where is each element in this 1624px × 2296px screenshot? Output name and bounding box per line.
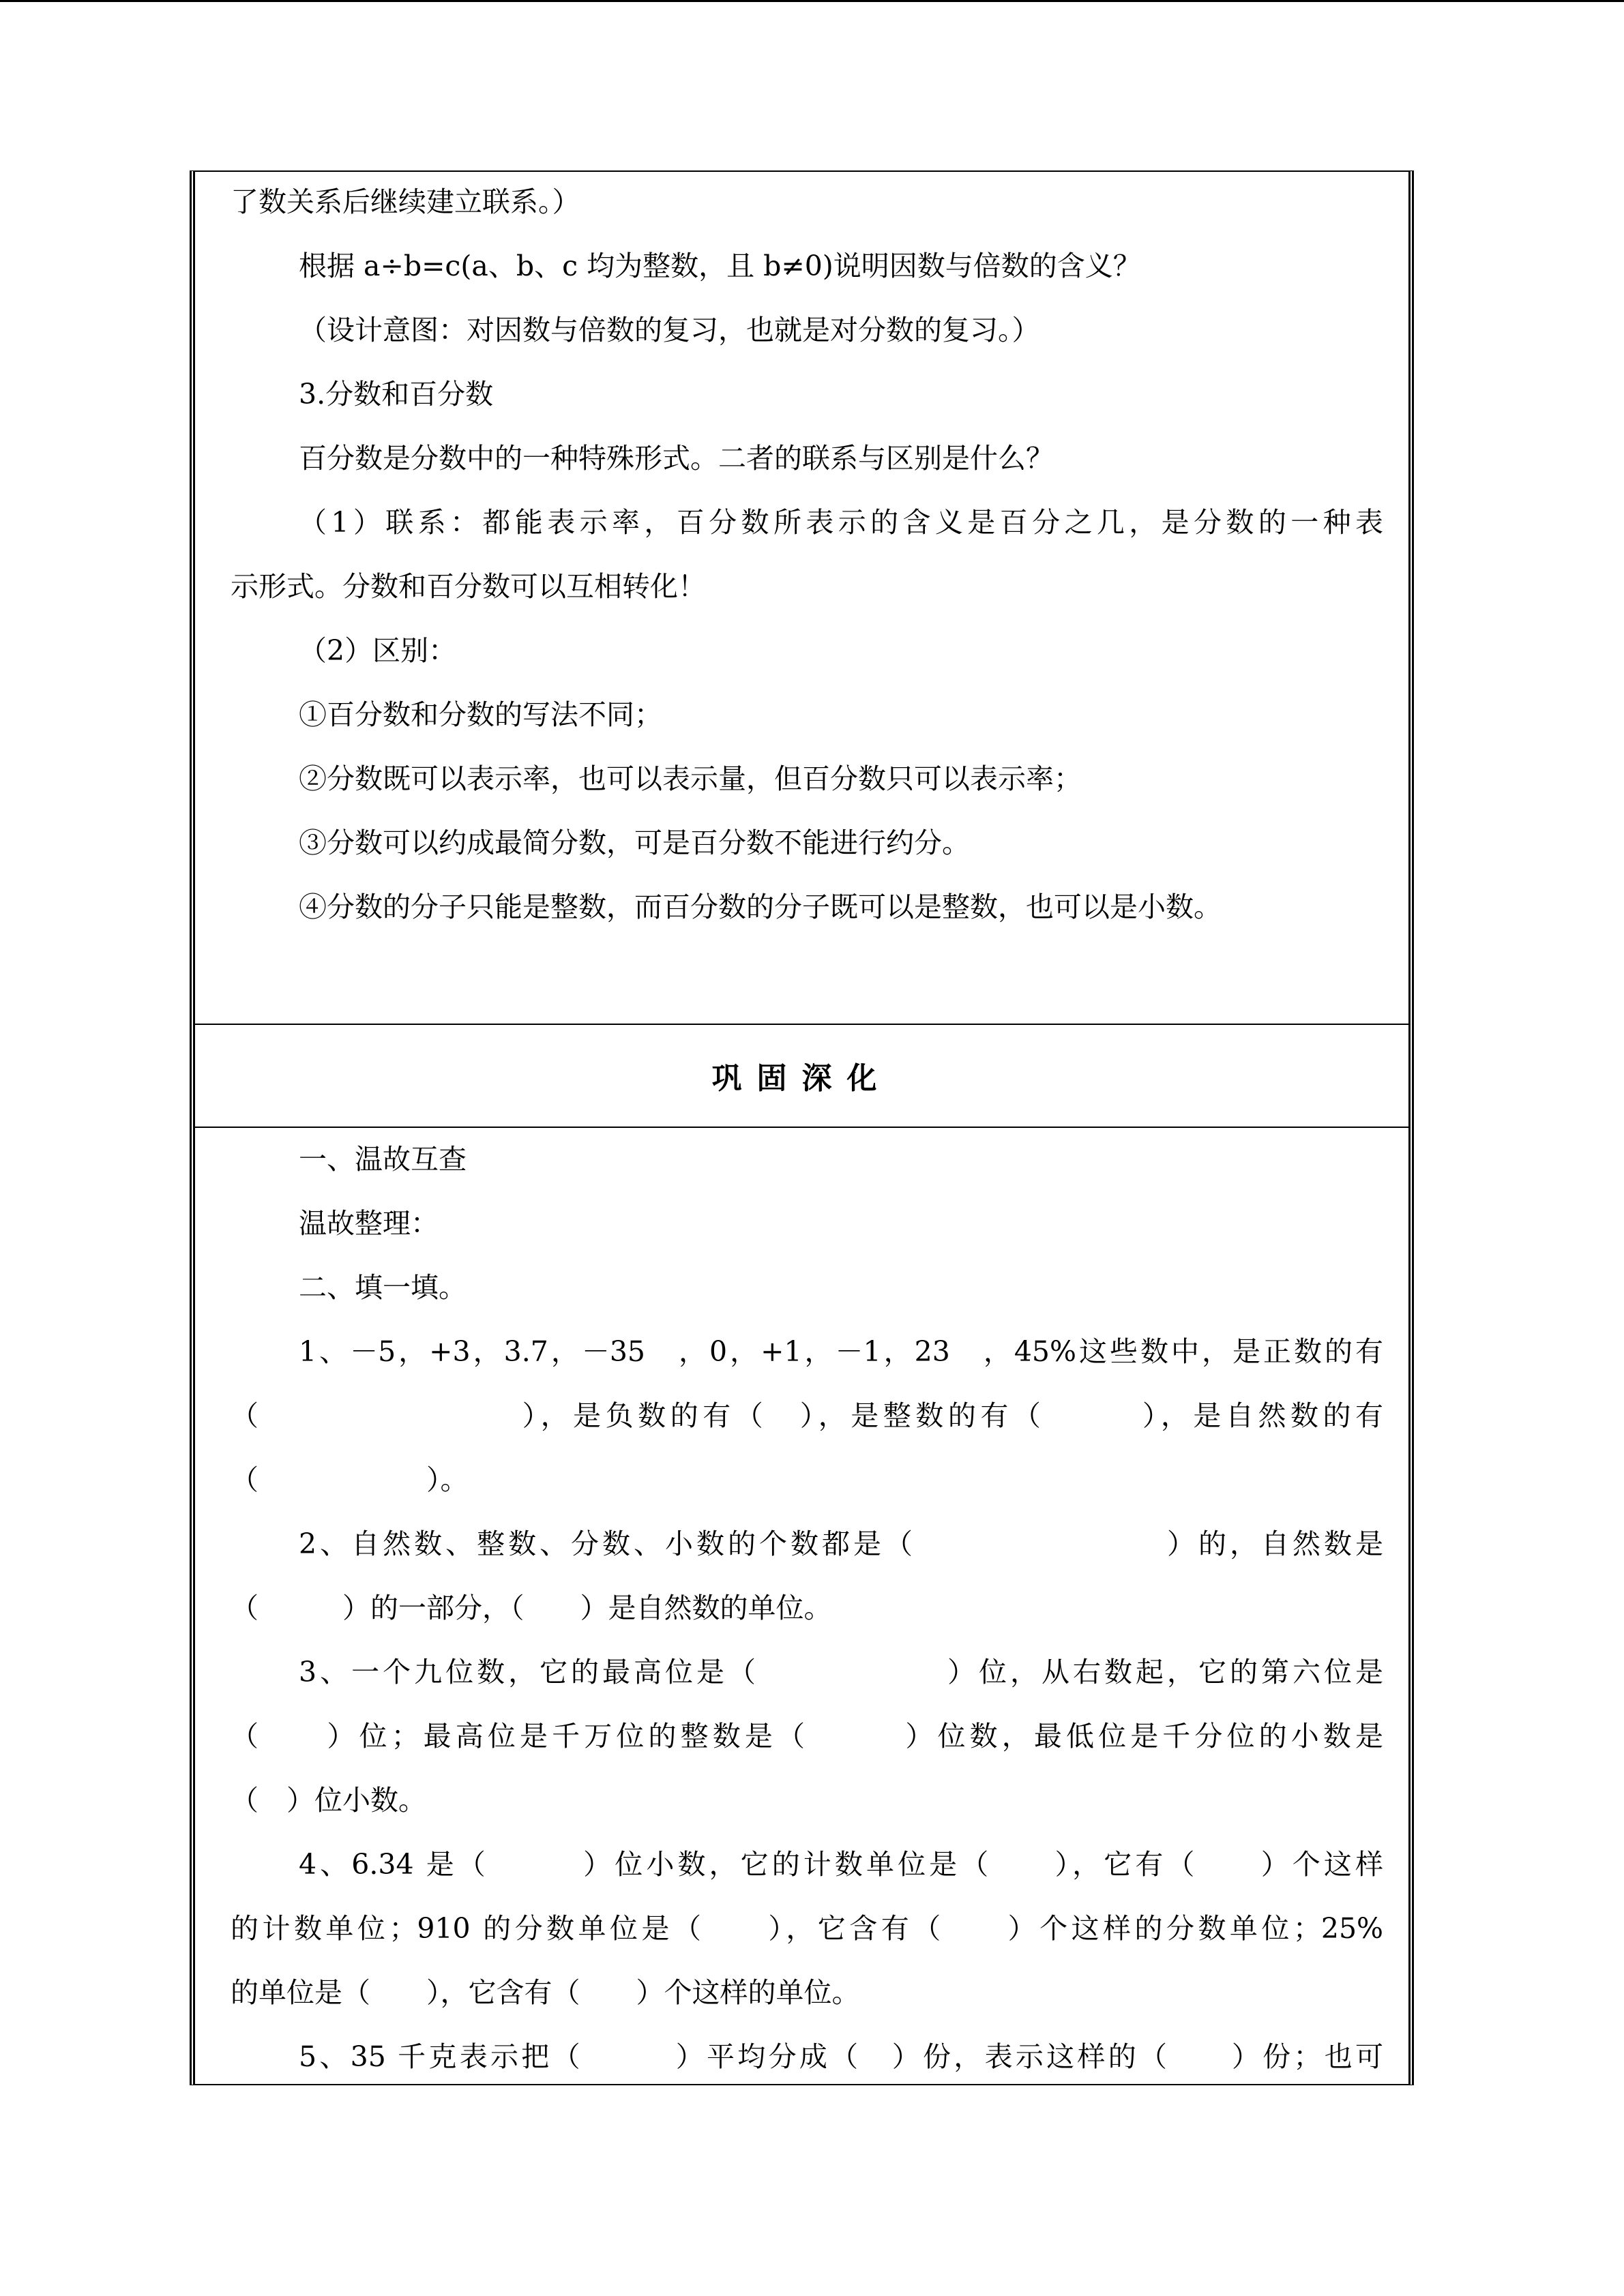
text-line: （ ），是负数的有（ ），是整数的有（ ），是自然数的有	[231, 1399, 1383, 1432]
text-line: 百分数是分数中的一种特殊形式。二者的联系与区别是什么？	[299, 442, 1054, 475]
question-2	[231, 1523, 1383, 1564]
review-content-cell	[195, 172, 1408, 1025]
text-line: 2、自然数、整数、分数、小数的个数都是（ ）的，自然数是	[299, 1527, 1383, 1560]
section-header-cell	[195, 1024, 1408, 1128]
paragraph-contact	[231, 502, 1383, 543]
section-title: 巩固深化	[711, 1060, 892, 1096]
question-3-cont	[231, 1716, 1383, 1757]
text-line: 一、温故互查	[299, 1143, 467, 1176]
question-1	[231, 1331, 1383, 1372]
text-line: （设计意图：对因数与倍数的复习，也就是对分数的复习。）	[299, 314, 1040, 346]
question-1-cont	[231, 1395, 1383, 1436]
text-line: （ ）位小数。	[231, 1784, 426, 1817]
text-line: 4、6.34 是（ ）位小数，它的计数单位是（ ），它有（ ）个这样	[299, 1848, 1383, 1881]
question-3	[231, 1652, 1383, 1693]
text-line: ③分数可以约成最简分数，可是百分数不能进行约分。	[299, 826, 970, 859]
text-line: 5、35 千克表示把（ ）平均分成（ ）份，表示这样的（ ）份；也可	[299, 2040, 1383, 2073]
text-line: 温故整理：	[299, 1207, 439, 1240]
text-line: 3、一个九位数，它的最高位是（ ）位，从右数起，它的第六位是	[299, 1656, 1383, 1688]
question-5	[231, 2036, 1383, 2077]
text-line: （2）区别：	[299, 634, 457, 667]
question-4	[231, 1844, 1383, 1885]
text-line: ①百分数和分数的写法不同；	[299, 698, 662, 731]
text-line: 了数关系后继续建立联系。）	[231, 185, 580, 218]
text-line: 根据 a÷b=c(a、b、c 均为整数，且 b≠0)说明因数与倍数的含义？	[299, 250, 1141, 282]
text-line: 示形式。分数和百分数可以互相转化！	[231, 570, 706, 603]
exercise-content-cell	[195, 1128, 1408, 2084]
text-line: ②分数既可以表示率，也可以表示量，但百分数只可以表示率；	[299, 762, 1082, 795]
text-line: 1、－5，+3，3.7，－35 ，0，+1，－1，23 ，45%这些数中，是正数的有	[299, 1335, 1383, 1368]
text-line: ④分数的分子只能是整数，而百分数的分子既可以是整数，也可以是小数。	[299, 891, 1222, 923]
text-line: （ ）的一部分，（ ）是自然数的单位。	[231, 1592, 832, 1624]
text-line: （ ）。	[231, 1463, 469, 1496]
page-top-rule	[0, 0, 1624, 2]
question-4-cont	[231, 1908, 1383, 1949]
text-line: 的单位是（ ），它含有（ ）个这样的单位。	[231, 1976, 860, 2009]
text-line: 的计数单位；910 的分数单位是（ ），它含有（ ）个这样的分数单位；25%	[231, 1912, 1383, 1945]
lesson-table	[190, 170, 1414, 2085]
text-line: 3.分数和百分数	[299, 378, 494, 411]
text-line: （1）联系：都能表示率，百分数所表示的含义是百分之几，是分数的一种表	[299, 506, 1383, 539]
text-line: （ ）位；最高位是千万位的整数是（ ）位数，最低位是千分位的小数是	[231, 1720, 1383, 1753]
text-line: 二、填一填。	[299, 1271, 467, 1304]
